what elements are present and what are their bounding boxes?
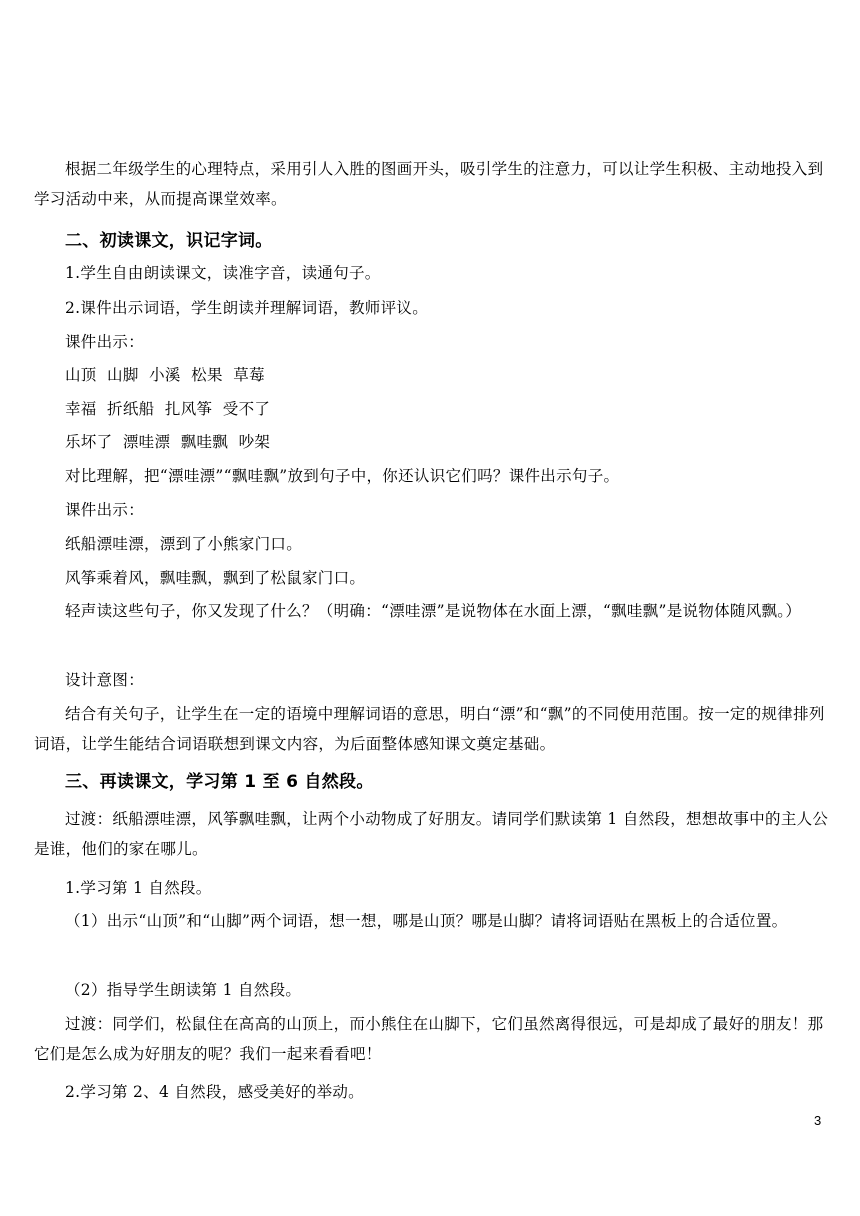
paragraph-transition-1: 过渡：纸船漂哇漂，风筝飘哇飘，让两个小动物成了好朋友。请同学们默读第 1 自然段，想想故事中的主人公是谁，他们的家在哪儿。 [34,810,829,858]
design-intent-label: 设计意图： [65,671,145,689]
paragraph-step-1: 1.学生自由朗读课文，读准字音，读通句子。 [65,264,381,282]
paragraph-study-1-item-1: （1）出示“山顶”和“山脚”两个词语，想一想，哪是山顶？哪是山脚？请将词语贴在黑板上的合适位置。 [65,912,788,930]
example-sentence: 风筝乘着风，飘哇飘，飘到了松鼠家门口。 [65,569,366,587]
word-list-row: 山顶 山脚 小溪 松果 草莓 [65,366,265,384]
paragraph-contrast-prompt: 对比理解，把“漂哇漂”“飘哇飘”放到句子中，你还认识它们吗？课件出示句子。 [65,467,620,485]
paragraph-transition-2: 过渡：同学们，松鼠住在高高的山顶上，而小熊住在山脚下，它们虽然离得很远，可是却成了最好的朋友！那它们是怎么成为好朋友的呢？我们一起来看看吧！ [34,1015,824,1063]
paragraph-study-1-item-2: （2）指导学生朗读第 1 自然段。 [65,981,302,999]
section-heading-3: 三、再读课文，学习第 1 至 6 自然段。 [65,772,374,792]
example-sentence: 纸船漂哇漂，漂到了小熊家门口。 [65,535,303,553]
paragraph-study-2: 2.学习第 2、4 自然段，感受美好的举动。 [65,1083,364,1101]
word-list-row: 幸福 折纸船 扎风筝 受不了 [65,400,271,418]
paragraph-intro-continued: 根据二年级学生的心理特点，采用引人入胜的图画开头，吸引学生的注意力，可以让学生积极、主动地投入到学习活动中来，从而提高课堂效率。 [34,160,824,208]
paragraph-design-intent: 结合有关句子，让学生在一定的语境中理解词语的意思，明白“漂”和“飘”的不同使用范围。按一定的规律排列词语，让学生能结合词语联想到课文内容，为后面整体感知课文奠定基础。 [34,705,825,753]
page-number: 3 [814,1113,822,1128]
paragraph-study-1: 1.学习第 1 自然段。 [65,879,212,897]
word-list-row: 乐坏了 漂哇漂 飘哇飘 吵架 [65,433,271,451]
paragraph-step-2: 2.课件出示词语，学生朗读并理解词语，教师评议。 [65,299,428,317]
paragraph-discovery-question: 轻声读这些句子，你又发现了什么？（明确：“漂哇漂”是说物体在水面上漂，“飘哇飘”是说物体随风飘。） [65,602,802,620]
courseware-label: 课件出示： [65,333,145,351]
courseware-label: 课件出示： [65,501,145,519]
section-heading-2: 二、初读课文，识记字词。 [65,231,273,251]
